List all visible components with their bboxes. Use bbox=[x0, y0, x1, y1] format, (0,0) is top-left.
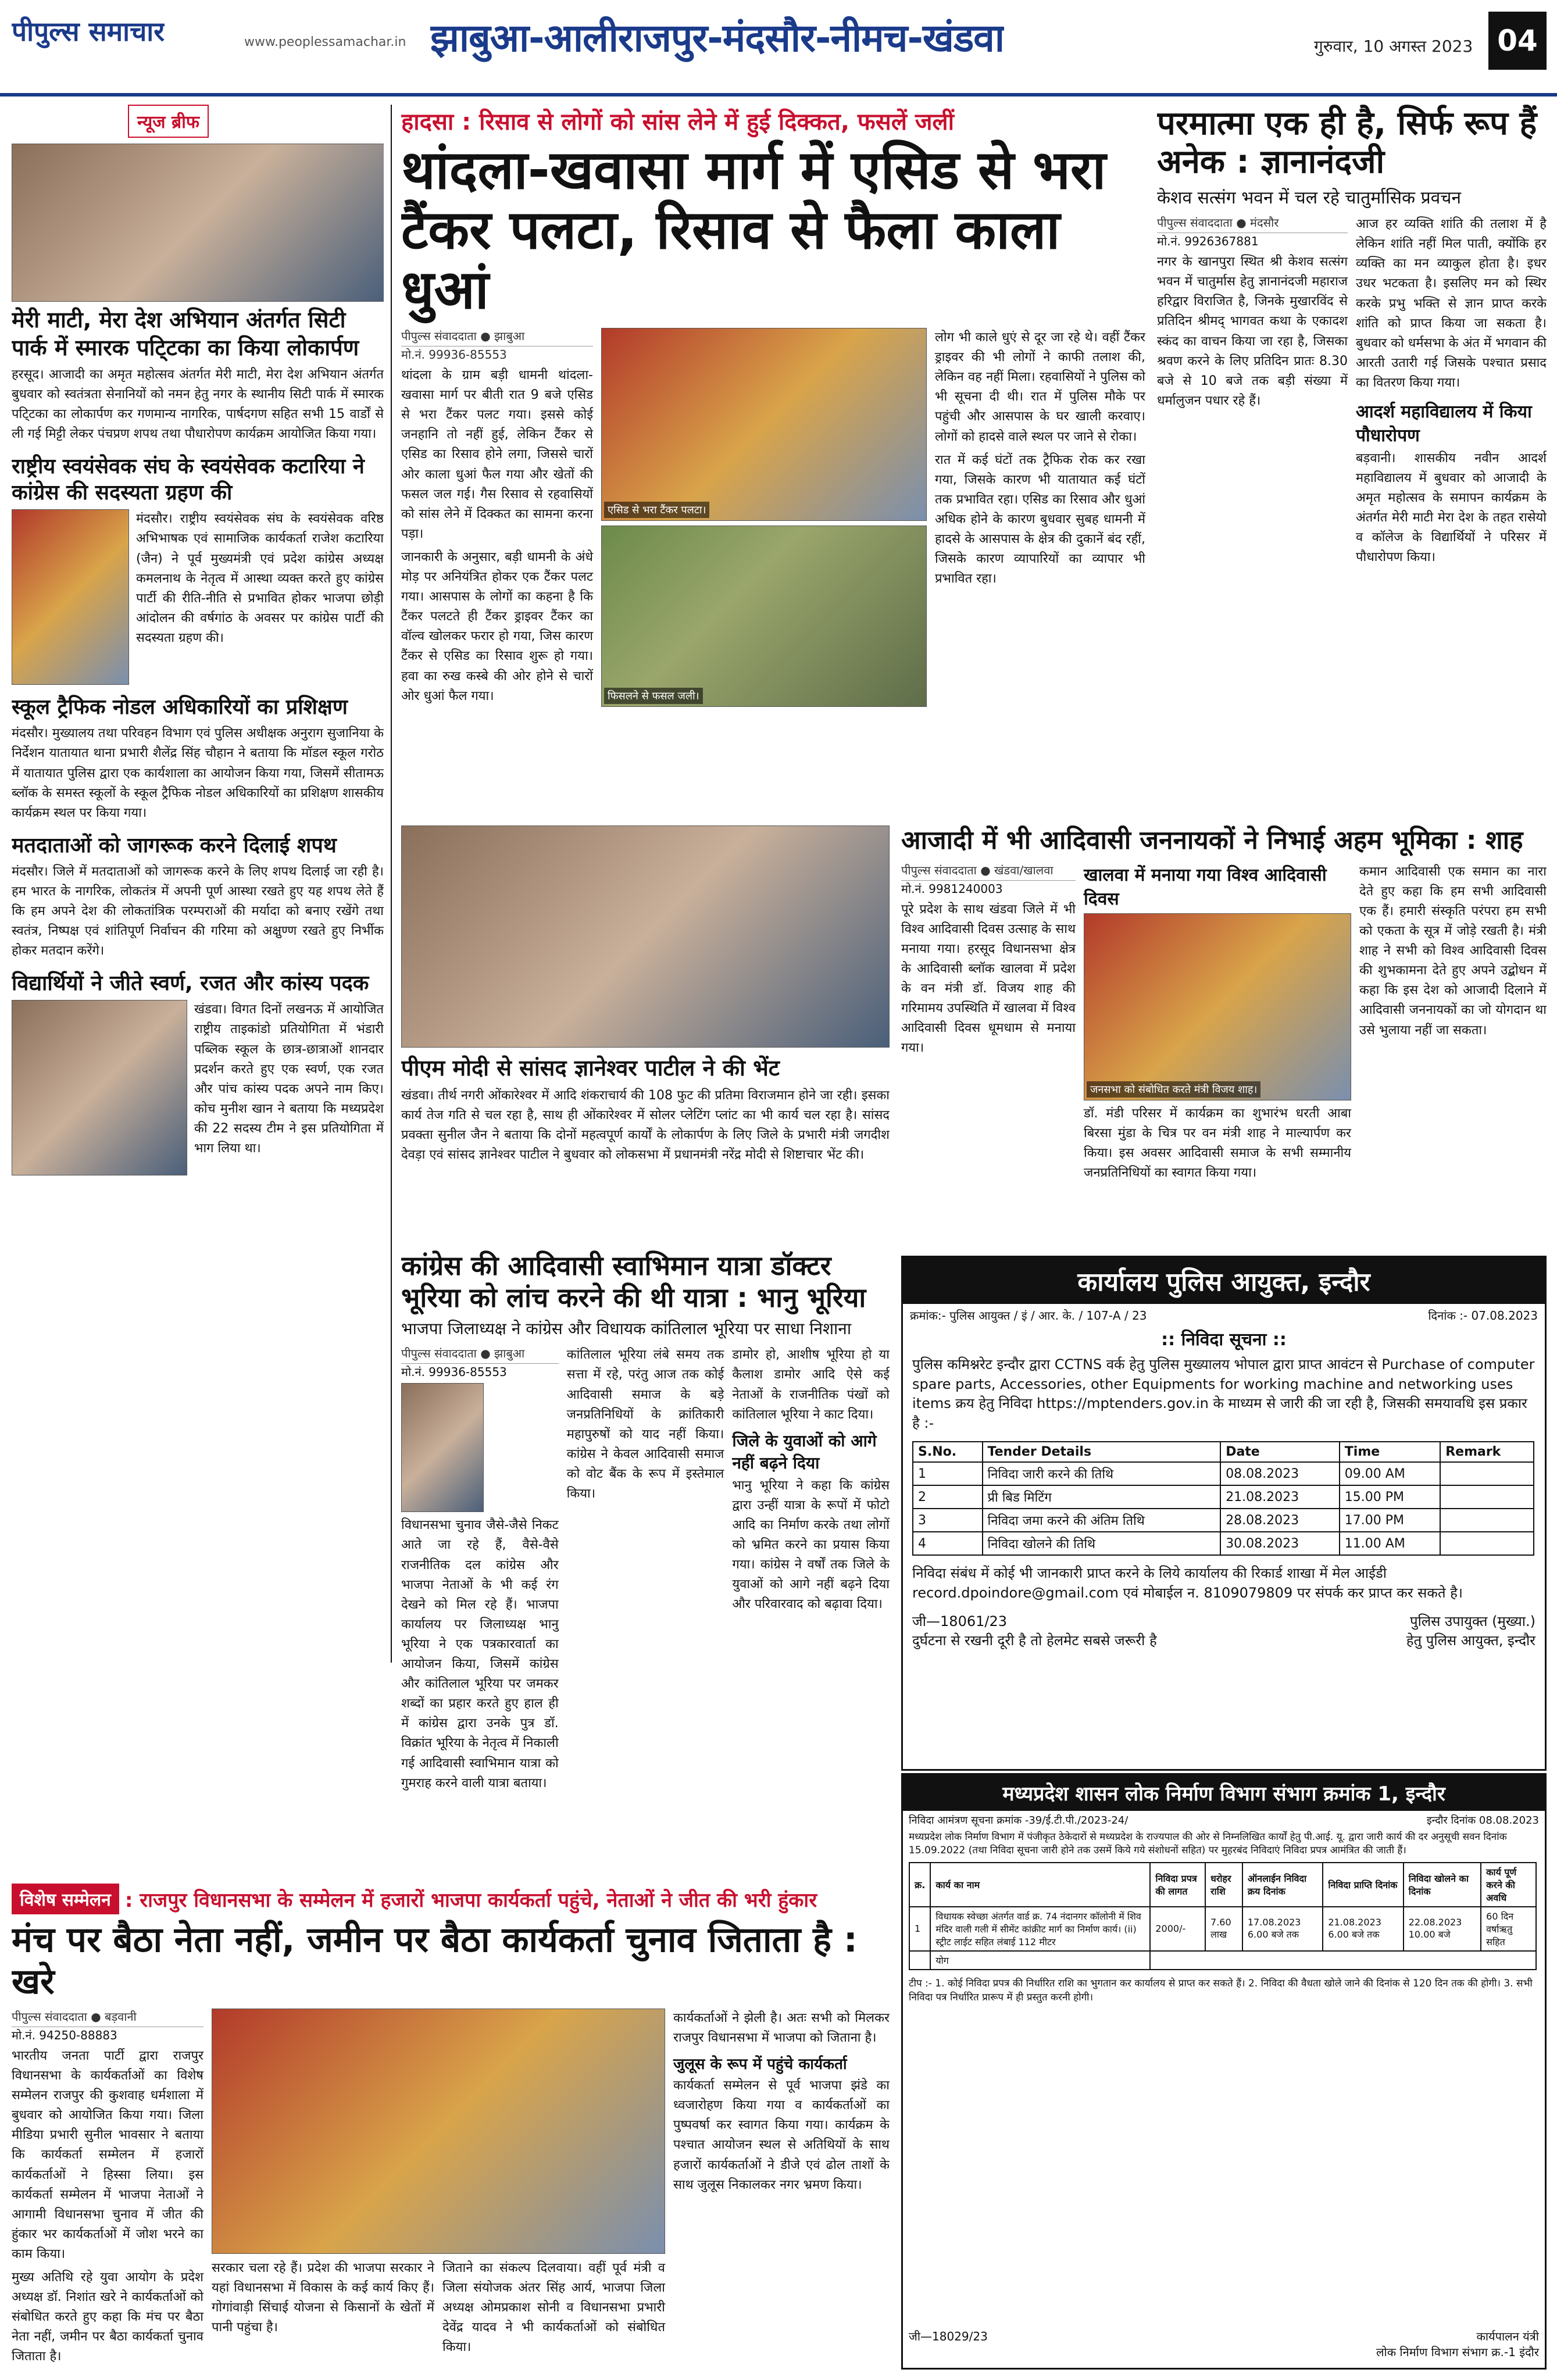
pm-meeting-story bbox=[401, 826, 890, 1232]
photo-burnt-crops bbox=[601, 526, 927, 707]
tribal-body-3: कमान आदिवासी एक समान का नारा देते हुए कहा कि हम सभी आदिवासी एक हैं। हमारी संस्कृति परंपरा हम सभी को एकता के सूत्र में जोड़े रखती है। मंत्री शाह ने सभी को विश्व आदिवासी दिवस की शुभकामना देते हुए अपने उद्बोधन में कहा कि इस देश को आजादी दिलाने में आदिवासी जननायकों का जो योगदान था उसे भुलाया नहीं जा सकता। bbox=[1359, 864, 1547, 1038]
police-ad-ji: जी—18061/23 bbox=[912, 1613, 1007, 1629]
youth-subhead: जिले के युवाओं को आगे नहीं बढ़ने दिया bbox=[732, 1431, 877, 1473]
pwd-col: निविदा प्राप्ति दिनांक bbox=[1323, 1863, 1403, 1907]
tanker-body-2: जानकारी के अनुसार, बड़ी धामनी के अंधे मोड़ पर अनियंत्रित होकर एक टैंकर पलट गया। आसपास के लोगों का कहना है कि टैंकर पलटते ही टैंकर ड्राइवर टैंकर का वॉल्व खोलकर फरार हो गया, जिस कारण टैंकर से एसिड का रिसाव शुरू हो गया। हवा का रुख कस्बे की ओर होने से चारों ओर धुआं फैल गया। bbox=[401, 549, 593, 703]
tribal-headline: आजादी में भी आदिवासी जननायकों ने निभाई अहम भूमिका : शाह bbox=[901, 826, 1523, 855]
pwd-ad-date: इन्दौर दिनांक 08.08.2023 bbox=[1426, 1814, 1539, 1827]
conference-body-2: मुख्य अतिथि रहे युवा आयोग के प्रदेश अध्यक्ष डॉ. निशांत खरे ने कार्यकर्ताओं को संबोधित करते हुए कहा कि मंच पर बैठा नेता नहीं, जमीन पर बैठा कार्यकर्ता चुनाव जिताता है। bbox=[12, 2270, 203, 2364]
satsang-phone: मो.नं. 9926367881 bbox=[1157, 234, 1259, 249]
table-row bbox=[909, 1907, 1536, 1951]
col-remark: Remark bbox=[1440, 1442, 1534, 1462]
tribal-body-1: पूरे प्रदेश के साथ खंडवा जिले में भी विश्व आदिवासी दिवस उत्साह के साथ मनाया गया। हरसूद विधानसभा क्षेत्र के आदिवासी ब्लॉक खालवा में प्रदेश के वन मंत्री डॉ. विजय शाह की गरिमामय उपस्थिति में खालवा में विश्व आदिवासी दिवस धूमधाम से मनाया गया। bbox=[901, 902, 1076, 1056]
photo-city-park bbox=[12, 144, 384, 302]
conference-body-3: सरकार चला रहे हैं। प्रदेश की भाजपा सरकार ने यहां विधानसभा में विकास के कई कार्य किए हैं। गोगांवाड़ी सिंचाई योजना से किसानों के खेतों में पानी पहुंचा है। bbox=[212, 2261, 434, 2335]
tribal-phone: मो.नं. 9981240003 bbox=[901, 881, 1003, 896]
headline-traffic-training: स्कूल ट्रैफिक नोडल अधिकारियों का प्रशिक्षण bbox=[12, 695, 348, 720]
cell: निविदा खोलने की तिथि bbox=[983, 1532, 1221, 1555]
pwd-ad-intro: मध्यप्रदेश लोक निर्माण विभाग में पंजीकृत ठेकेदारों से मध्यप्रदेश के राज्यपाल की ओर से निम्नलिखित कार्यों हेतु पी.आई. यू. द्वारा जारी कार्य की दर अनुसूची सवन दिनांक 15.09.2022 (तथा निविदा सूचना जारी होने तक उसमें किये गये संशोधनों सहित) पर मुहरबंद निविदाएं निविदा प्रपत्र आमंत्रित की जाती हैं। bbox=[909, 1831, 1507, 1856]
police-ad-sign-1: पुलिस उपायुक्त (मुख्या.) bbox=[1410, 1613, 1535, 1629]
tanker-story bbox=[401, 105, 1145, 814]
cell: 21.08.2023 6.00 बजे तक bbox=[1323, 1907, 1403, 1951]
table-row bbox=[913, 1462, 1534, 1485]
pwd-ad-ref: निविदा आमंत्रण सूचना क्रमांक -39/ई.टी.पी./2023-24/ bbox=[909, 1814, 1129, 1827]
police-tender-ad bbox=[901, 1256, 1547, 1771]
tanker-byline: पीपुल्स संवाददाता ● झाबुआ bbox=[401, 328, 593, 346]
police-ad-text: पुलिस कमिश्नरेट इन्दौर द्वारा CCTNS वर्क हेतु पुलिस मुख्यालय भोपाल द्वारा प्राप्त आवंटन से Purchase of computer spare parts, Accessories, other Equipments for working machine and networking uses items क्रय हेतु निविदा https://mptenders.gov.in के माध्यम से जारी की जा रही है, जिसकी समयावधि इस प्रकार है :- bbox=[912, 1356, 1535, 1431]
yatra-body-3: भानु भूरिया ने कहा कि कांग्रेस द्वारा उन्हीं यात्रा के रूपों में फोटो आदि का निर्माण करके तथा लोगों को भ्रमित करने का प्रयास किया गया। कांग्रेस ने वर्षों तक जिले के युवाओं को आगे नहीं बढ़ने दिया और परिवारवाद को बढ़ावा दिया। bbox=[732, 1478, 890, 1612]
col-details: Tender Details bbox=[983, 1442, 1221, 1462]
police-ad-notice: :: निविदा सूचना :: bbox=[1161, 1330, 1287, 1350]
satsang-subhead: केशव सत्संग भवन में चल रहे चातुर्मासिक प्रवचन bbox=[1157, 188, 1462, 209]
yatra-headline: कांग्रेस की आदिवासी स्वाभिमान यात्रा डॉक्टर भूरिया को लांच करने की थी यात्रा : भानु भूरिया bbox=[401, 1250, 866, 1314]
cell: 2 bbox=[913, 1485, 983, 1509]
pm-meeting-headline: पीएम मोदी से सांसद ज्ञानेश्वर पाटील ने की भेंट bbox=[401, 1055, 780, 1081]
tribal-byline: पीपुल्स संवाददाता ● खंडवा/खालवा bbox=[901, 862, 1076, 881]
police-ad-ref: क्रमांक:- पुलिस आयुक्त / इं / आर. के. / 107-A / 23 bbox=[910, 1309, 1147, 1323]
table-row bbox=[913, 1485, 1534, 1509]
headline-rss-congress: राष्ट्रीय स्वयंसेवक संघ के स्वयंसेवक कटारिया ने कांग्रेस की सदस्यता ग्रहण की bbox=[12, 455, 365, 505]
pwd-col: ऑनलाईन निविदा क्रय दिनांक bbox=[1242, 1863, 1323, 1907]
caption-tanker: एसिड से भरा टैंकर पलटा। bbox=[604, 502, 709, 518]
cell: 15.00 PM bbox=[1340, 1485, 1440, 1509]
pwd-ad-ji: जी—18029/23 bbox=[909, 2329, 988, 2343]
tanker-kicker: हादसा : रिसाव से लोगों को सांस लेने में हुई दिक्कत, फसलें जलीं bbox=[401, 109, 955, 135]
police-ad-contact: निविदा संबंध में कोई भी जानकारी प्राप्त करने के लिये कार्यालय की रिकार्ड शाखा में मेल आईडी record.dpoindore@gmail.com एवं मोबाईल न. 8109079809 पर संपर्क कर प्राप्त कर सकते है। bbox=[912, 1565, 1463, 1601]
pm-meeting-body: खंडवा। तीर्थ नगरी ओंकारेश्वर में आदि शंकराचार्य की 108 फुट की प्रतिमा विराजमान होने जा रही। इसका कार्य तेज गति से चल रहा है, साथ ही ओंकारेश्वर में सोलर प्लेटिंग प्लांट का भी कार्य चल रहा है। सांसद प्रवक्ता सुनील जैन ने बताया कि दोनों महत्वपूर्ण कार्यों के लोकार्पण के लिए जिले के प्रभारी मंत्री जगदीश देवड़ा एवं सांसद ज्ञानेश्वर पाटील ने बुधवार को लोकसभा में प्रधानमंत्री नरेंद्र मोदी से शिष्टाचार भेंट की। bbox=[401, 1088, 890, 1163]
pwd-col: कार्य का नाम bbox=[930, 1863, 1150, 1907]
edition-title: झाबुआ-आलीराजपुर-मंदसौर-नीमच-खंडवा bbox=[430, 16, 1004, 60]
pwd-tender-ad bbox=[901, 1773, 1547, 2370]
yatra-byline: पीपुल्स संवाददाता ● झाबुआ bbox=[401, 1345, 559, 1364]
police-ad-date: दिनांक :- 07.08.2023 bbox=[1428, 1309, 1538, 1323]
cell bbox=[909, 1951, 930, 1970]
cell: 4 bbox=[913, 1532, 983, 1555]
yatra-body-1: विधानसभा चुनाव जैसे-जैसे निकट आते जा रहे हैं, वैसे-वैसे राजनीतिक दल कांग्रेस और भाजपा नेताओं के भी कई रंग देखने को मिल रहे हैं। भाजपा कार्यालय पर जिलाध्यक्ष भानु भूरिया ने एक पत्रकारवार्ता का आयोजन किया, जिसमें कांग्रेस और कांतिलाल भूरिया पर जमकर शब्दों का प्रहार करते हुए हाल ही में कांग्रेस द्वारा उनके पुत्र डॉ. विक्रांत भूरिया के नेतृत्व में निकाली गई आदिवासी स्वाभिमान यात्रा को गुमराह करने वाली यात्रा बताया। bbox=[401, 1518, 559, 1791]
cell: निविदा जमा करने की अंतिम तिथि bbox=[983, 1509, 1221, 1532]
caption-crops: फिसलने से फसल जली। bbox=[604, 688, 703, 704]
cell bbox=[1440, 1532, 1534, 1555]
cell: 30.08.2023 bbox=[1220, 1532, 1340, 1555]
satsang-headline: परमात्मा एक ही है, सिर्फ रूप हैं अनेक : ज्ञानानंदजी bbox=[1157, 105, 1537, 181]
cell: 22.08.2023 10.00 बजे bbox=[1404, 1907, 1481, 1951]
pwd-ad-sign: कार्यपालन यंत्री bbox=[1476, 2329, 1539, 2343]
col-date: Date bbox=[1220, 1442, 1340, 1462]
college-body: बड़वानी। शासकीय नवीन आदर्श महाविद्यालय में बुधवार को आजादी के अमृत महोत्सव के समापन कार्यक्रम के अंतर्गत मेरी माटी मेरा देश के तहत रासेयो व कॉलेज के विद्यार्थियों ने परिसर में पौधारोपण किया। bbox=[1356, 451, 1547, 565]
issue-date: गुरुवार, 10 अगस्त 2023 bbox=[1314, 37, 1473, 56]
yatra-subhead: भाजपा जिलाध्यक्ष ने कांग्रेस और विधायक कांतिलाल भूरिया पर साधा निशाना bbox=[401, 1319, 852, 1339]
police-ad-sign-2: हेतु पुलिस आयुक्त, इन्दौर bbox=[1406, 1632, 1535, 1649]
conference-headline: मंच पर बैठा नेता नहीं, जमीन पर बैठा कार्यकर्ता चुनाव जिताता है : खरे bbox=[12, 1920, 858, 2002]
tanker-phone: मो.नं. 99936-85553 bbox=[401, 348, 507, 362]
col-sno: S.No. bbox=[913, 1442, 983, 1462]
police-ad-slogan: दुर्घटना से रखनी दूरी है तो हेलमेट सबसे जरूरी है bbox=[912, 1632, 1157, 1649]
cell: 1 bbox=[909, 1907, 930, 1951]
website-url[interactable]: www.peoplessamachar.in bbox=[244, 35, 406, 49]
yatra-body-2: कांतिलाल भूरिया लंबे समय तक सत्ता में रहे, परंतु आज तक कोई आदिवासी समाज के बड़े जनप्रतिनिधियों के क्रांतिकारी महापुरुषों को याद नहीं किया। कांग्रेस ने केवल आदिवासी समाज को वोट बैंक के रूप में इस्तेमाल किया। bbox=[566, 1348, 724, 1502]
satsang-byline: पीपुल्स संवाददाता ● मंदसौर bbox=[1157, 215, 1348, 233]
police-ad-title: कार्यालय पुलिस आयुक्त, इन्दौर bbox=[903, 1257, 1545, 1304]
congress-yatra-story bbox=[401, 1250, 890, 1878]
cell: योग bbox=[930, 1951, 1150, 1970]
cell: 11.00 AM bbox=[1340, 1532, 1440, 1555]
photo-kataria bbox=[12, 509, 129, 685]
yatra-body-4: डामोर हो, आशीष भूरिया हो या कैलाश डामोर आदि ऐसे कई नेताओं के राजनीतिक पंखों को कांतिलाल भूरिया ने काट दिया। bbox=[732, 1348, 890, 1422]
photo-tribal-rally bbox=[1084, 913, 1351, 1100]
cell: 7.60 लाख bbox=[1205, 1907, 1242, 1951]
tanker-body-4: रात में कई घंटों तक ट्रैफिक रोक कर रखा गया, जिसके कारण भी यातायात कई घंटों तक प्रभावित रहा। एसिड का रिसाव और धुआं अधिक होने के कारण बुधवार सुबह धामनी में हादसे के आसपास के क्षेत्र की दुकानें बंद रहीं, जिसके कारण व्यापारियों का व्यापार भी प्रभावित रहा। bbox=[935, 452, 1145, 587]
conference-body-4: जिताने का संकल्प दिलवाया। वहीं पूर्व मंत्री व जिला संयोजक अंतर सिंह आर्य, भाजपा जिला अध्यक्ष ओमप्रकाश सोनी व विधानसभा प्रभारी देवेंद्र यादव ने भी कार्यकर्ताओं को संबोधित किया। bbox=[442, 2261, 665, 2355]
cell bbox=[1150, 1951, 1536, 1970]
photo-students bbox=[12, 1000, 187, 1175]
cell: 3 bbox=[913, 1509, 983, 1532]
left-column bbox=[12, 105, 384, 1663]
photo-bhanu-bhuria bbox=[401, 1383, 484, 1512]
college-headline: आदर्श महाविद्यालय में किया पौधारोपण bbox=[1356, 402, 1532, 446]
photo-conference bbox=[212, 2009, 665, 2254]
cell bbox=[1440, 1485, 1534, 1509]
cell: 2000/- bbox=[1150, 1907, 1205, 1951]
pwd-ad-sign-2: लोक निर्माण विभाग संभाग क्र.-1 इंदौर bbox=[1376, 2345, 1539, 2359]
tanker-body-3: लोग भी काले धुएं से दूर जा रहे थे। वहीं टैंकर ड्राइवर की भी लोगों ने काफी तलाश की, लेकिन वह नहीं मिला। रहवासियों ने पुलिस को भी सूचना दी थी। रात में पुलिस मौके पर पहुंची और आसपास के घर खाली करवाए। लोगों को हादसे वाले स्थल पर जाने से रोका। bbox=[935, 330, 1145, 444]
pwd-tender-table bbox=[909, 1862, 1537, 1970]
cell: प्री बिड मिटिंग bbox=[983, 1485, 1221, 1509]
tribal-body-2: डॉ. मंडी परिसर में कार्यक्रम का शुभारंभ धरती आबा बिरसा मुंडा के चित्र पर वन मंत्री शाह ने माल्यार्पण कर किया। इस अवसर आदिवासी समाज के सभी सम्मानीय जनप्रतिनिधियों का स्वागत किया गया। bbox=[1084, 1106, 1351, 1181]
cell: 17.08.2023 6.00 बजे तक bbox=[1242, 1907, 1323, 1951]
cell: 09.00 AM bbox=[1340, 1462, 1440, 1485]
cell: विधायक स्वेच्छा अंतर्गत वार्ड क्र. 74 नंदानगर कॉलोनी में शिव मंदिर वाली गली में सीमेंट कांक्रीट मार्ग का निर्माण कार्य। (ii) स्ट्रीट लाईट सहित लंबाई 112 मीटर bbox=[930, 1907, 1150, 1951]
pwd-col: क्र. bbox=[909, 1863, 930, 1907]
page-number: 04 bbox=[1488, 12, 1547, 70]
headline-voter-oath: मतदाताओं को जागरूक करने दिलाई शपथ bbox=[12, 833, 337, 857]
caption-tribal: जनसभा को संबोधित करते मंत्री विजय शाह। bbox=[1087, 1081, 1260, 1098]
conference-body-1: भारतीय जनता पार्टी द्वारा राजपुर विधानसभा के कार्यकर्ताओं का विशेष सम्मेलन राजपुर की कुशवाह धर्मशाला में बुधवार को आयोजित किया गया। जिला मीडिया प्रभारी सुनील भावसार ने बताया कि कार्यकर्ता सम्मेलन में हजारों कार्यकर्ताओं ने हिस्सा लिया। इस कार्यकर्ता सम्मेलन में भाजपा नेताओं ने आगामी विधानसभा चुनाव में जीत की हुंकार भर कार्यकर्ताओं में जोश भरने का काम किया। bbox=[12, 2049, 203, 2261]
cell bbox=[1440, 1509, 1534, 1532]
pwd-col: धरोहर राशि bbox=[1205, 1863, 1242, 1907]
story-voter-oath: मंदसौर। जिले में मतदाताओं को जागरूक करने के लिए शपथ दिलाई जा रही है। हम भारत के नागरिक, लोकतंत्र में अपनी पूर्ण आस्था रखते हुए यह शपथ लेते हैं कि हम अपने देश की लोकतांत्रिक परम्पराओं की मर्यादा को बनाए रखेंगे तथा स्वतंत्र, निष्पक्ष एवं शांतिपूर्ण निर्वाचन की गरिमा को अक्षुण्ण रखते हुए निर्भीक होकर मतदान करेंगे। bbox=[12, 864, 384, 959]
table-row bbox=[913, 1532, 1534, 1555]
conference-story bbox=[12, 1884, 890, 2372]
table-row bbox=[913, 1509, 1534, 1532]
conference-kicker: : राजपुर विधानसभा के सम्मेलन में हजारों भाजपा कार्यकर्ता पहुंचे, नेताओं ने जीत की भरी हुंकार bbox=[124, 1888, 817, 1912]
story-rss-congress: मंदसौर। राष्ट्रीय स्वयंसेवक संघ के स्वयंसेवक वरिष्ठ अभिभाषक एवं सामाजिक कार्यकर्ता राजेश कटारिया (जैन) ने पूर्व मुख्यमंत्री एवं प्रदेश कांग्रेस अध्यक्ष कमलनाथ के नेतृत्व में आस्था व्यक्त करते हुए कांग्रेस पार्टी की रीति-नीति से प्रभावित होकर भाजपा छोड़ी आंदोलन की वर्षगांठ के अवसर पर कांग्रेस पार्टी की सदस्यता ग्रहण की। bbox=[136, 512, 384, 645]
photo-tanker bbox=[601, 328, 927, 521]
satsang-body-1: नगर के खानपुरा स्थित श्री केशव सत्संग भवन में चातुर्मास हेतु ज्ञानानंदजी महाराज हरिद्वार विराजित है, जिनके मुखारविंद से प्रतिदिन श्रीमद् भागवत कथा के एकादश स्कंद का वाचन किया जा रहा है, जिसका श्रवण करने के लिए प्रतिदिन प्रातः 8.30 बजे से 10 बजे तक बड़ी संख्या में धर्मालुजन पधार रहे हैं। bbox=[1157, 255, 1348, 408]
tribal-day-story bbox=[901, 826, 1547, 1244]
cell bbox=[1440, 1462, 1534, 1485]
cell: 1 bbox=[913, 1462, 983, 1485]
story-city-park: हरसूद। आजादी का अमृत महोत्सव अंतर्गत मेरी माटी, मेरा देश अभियान अंतर्गत बुधवार को स्वतंत्रता सेनानियों को नमन हेतु नगर के स्थानीय सिटी पार्क में स्मारक पटि्टका का लोकार्पण कर गणमान्य नागरिक, पार्षदगण सहित सभी 15 वार्डों से ली गई मिट्टी लेकर पंचप्रण शपथ तथा पौधारोपण कार्यक्रम आयोजित किया गया। bbox=[12, 367, 384, 442]
headline-medals: विद्यार्थियों ने जीते स्वर्ण, रजत और कांस्य पदक bbox=[12, 971, 369, 996]
story-traffic-training: मंदसौर। मुख्यालय तथा परिवहन विभाग एवं पुलिस अधीक्षक अनुराग सुजानिया के निर्देशन यातायात थाना प्रभारी शैलेंद्र सिंह चौहान ने बताया कि मॉडल स्कूल गरोठ में यातायात पुलिस द्वारा एक कार्यशाला का आयोजन किया गया, जिसमें सीतामऊ ब्लॉक के समस्त स्कूलों के स्कूल ट्रैफिक नोडल अधिकारियों का प्रशिक्षण शासकीय कार्यक्रम स्थल पर किया गया। bbox=[12, 726, 384, 820]
satsang-body-2: आज हर व्यक्ति शांति की तलाश में है लेकिन शांति नहीं मिल पाती, क्योंकि हर व्यक्ति का मन व्याकुल होता है। इधर उधर भटकता है। इसलिए मन को स्थिर करके प्रभु भक्ति से ज्ञान प्राप्त करके शांति को प्राप्त किया जा सकता है। बुधवार को धर्मसभा के अंत में भगवान की आरती उतारी गई जिसके पश्चात प्रसाद का वितरण किया गया। bbox=[1356, 217, 1547, 390]
cell: 21.08.2023 bbox=[1220, 1485, 1340, 1509]
tribal-subhead: खालवा में मनाया गया विश्व आदिवासी दिवस bbox=[1084, 864, 1327, 909]
conference-phone: मो.नं. 94250-88883 bbox=[12, 2028, 117, 2042]
conference-tag: विशेष सम्मेलन bbox=[12, 1884, 119, 1914]
story-medals: खंडवा। विगत दिनों लखनऊ में आयोजित राष्ट्रीय ताइकांडो प्रतियोगिता में भंडारी पब्लिक स्कूल के छात्र-छात्राओं शानदार प्रदर्शन करते हुए एक स्वर्ण, एक रजत और पांच कांस्य पदक अपने नाम किए। कोच मुनीश खान ने बताया कि मध्यप्रदेश की 22 सदस्य टीम ने इस प्रतियोगिता में भाग लिया था। bbox=[194, 1002, 384, 1156]
photo-pm-meeting bbox=[401, 826, 890, 1048]
satsang-story bbox=[1157, 105, 1547, 820]
news-brief-tag: न्यूज ब्रीफ bbox=[128, 105, 209, 138]
conference-byline: पीपुल्स संवाददाता ● बड़वानी bbox=[12, 2009, 203, 2027]
pwd-col: कार्य पूर्ण करने की अवधि bbox=[1481, 1863, 1536, 1907]
tanker-body-1: थांदला के ग्राम बड़ी धामनी थांदला-खवासा मार्ग पर बीती रात 9 बजे एसिड से भरा टैंकर पलट गया। इससे कोई जनहानि तो नहीं हुई, लेकिन टैंकर से एसिड का रिसाव होने लगा, जिससे चारों ओर काला धुआं फैल गया और खेतों की फसल जल गई। गैस रिसाव से रहवासियों को सांस लेने में दिक्कत का सामना करना पड़ा। bbox=[401, 368, 593, 541]
pwd-ad-notes: टीप :- 1. कोई निविदा प्रपत्र की निर्धारित राशि का भुगतान कर कार्यालय से प्राप्त कर सकते हैं। 2. निविदा की वैधता खोले जाने की दिनांक से 120 दिन तक की होगी। 3. सभी निविदा पत्र निर्धारित प्रारूप में ही प्रस्तुत करनी होगी। bbox=[909, 1977, 1533, 2003]
headline-city-park: मेरी माटी, मेरा देश अभियान अंतर्गत सिटी पार्क में स्मारक पटि्टका का किया लोकार्पण bbox=[12, 307, 359, 360]
conference-body-6: कार्यकर्ता सम्मेलन से पूर्व भाजपा झंडे का ध्वजारोहण किया गया व कार्यकर्ताओं का पुष्पवर्षा कर स्वागत किया गया। कार्यक्रम के पश्चात आयोजन स्थल से अतिथियों के साथ हजारों कार्यकर्ताओं ने डीजे एवं ढोल ताशों के साथ जुलूस निकालकर नगर भ्रमण किया। bbox=[673, 2078, 890, 2192]
cell: 08.08.2023 bbox=[1220, 1462, 1340, 1485]
column-divider bbox=[391, 105, 392, 1663]
pwd-ad-title: मध्यप्रदेश शासन लोक निर्माण विभाग संभाग क्रमांक 1, इन्दौर bbox=[903, 1775, 1545, 1811]
pwd-col: निविदा प्रपत्र की लागत bbox=[1150, 1863, 1205, 1907]
newspaper-logo: पीपुल्स समाचार bbox=[12, 16, 165, 47]
cell: 28.08.2023 bbox=[1220, 1509, 1340, 1532]
cell: निविदा जारी करने की तिथि bbox=[983, 1462, 1221, 1485]
police-tender-table bbox=[912, 1441, 1534, 1556]
cell: 17.00 PM bbox=[1340, 1509, 1440, 1532]
tanker-headline: थांदला-खवासा मार्ग में एसिड से भरा टैंकर पलटा, रिसाव से फैला काला धुआं bbox=[401, 139, 1106, 321]
masthead bbox=[0, 0, 1557, 97]
table-row bbox=[909, 1951, 1536, 1970]
pwd-col: निविदा खोलने का दिनांक bbox=[1404, 1863, 1481, 1907]
col-time: Time bbox=[1340, 1442, 1440, 1462]
procession-subhead: जुलूस के रूप में पहुंचे कार्यकर्ता bbox=[673, 2056, 847, 2074]
cell: 60 दिन वर्षाऋतु सहित bbox=[1481, 1907, 1536, 1951]
conference-body-5: कार्यकर्ताओं ने झेली है। अतः सभी को मिलकर राजपुर विधानसभा में भाजपा को जिताना है। bbox=[673, 2011, 890, 2046]
yatra-phone: मो.नं. 99936-85553 bbox=[401, 1365, 507, 1380]
